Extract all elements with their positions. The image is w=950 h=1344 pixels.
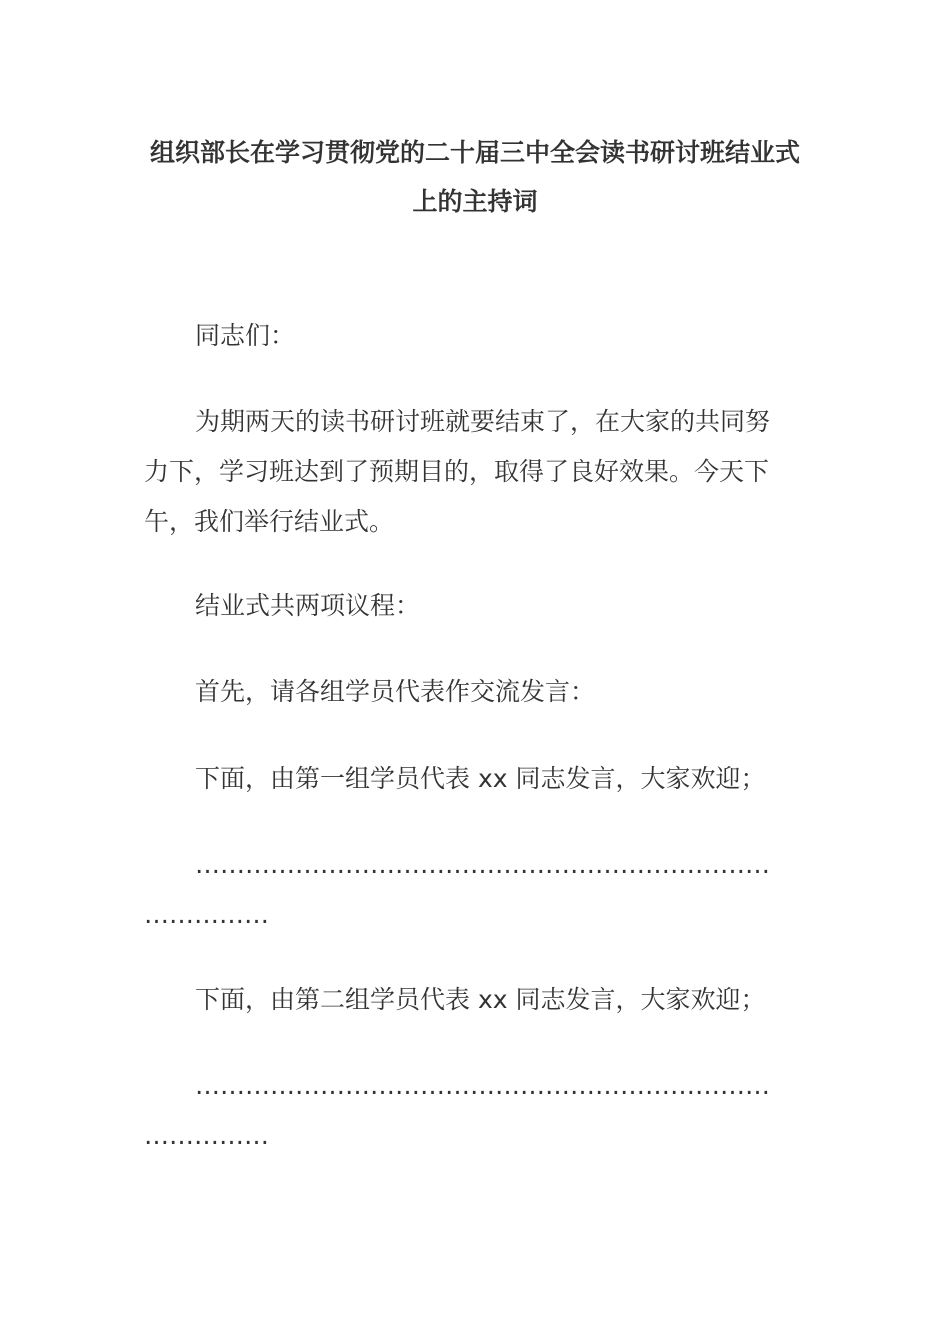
ellipsis-paragraph-1: ………………………………………………………………………… bbox=[144, 850, 770, 929]
group-one-speaker-paragraph: 下面，由第一组学员代表 xx 同志发言，大家欢迎； bbox=[195, 764, 766, 793]
document-title: 组织部长在学习贯彻党的二十届三中全会读书研讨班结业式上的主持词 bbox=[149, 138, 800, 216]
agenda-paragraph: 结业式共两项议程： bbox=[195, 591, 421, 620]
group-two-speaker-paragraph: 下面，由第二组学员代表 xx 同志发言，大家欢迎； bbox=[195, 985, 766, 1014]
salutation-paragraph: 同志们： bbox=[195, 321, 296, 350]
intro-paragraph: 为期两天的读书研讨班就要结束了，在大家的共同努力下，学习班达到了预期目的，取得了良好效果。今天下午，我们举行结业式。 bbox=[144, 407, 771, 536]
ellipsis-paragraph-2: ………………………………………………………………………… bbox=[144, 1071, 770, 1150]
first-item-paragraph: 首先，请各组学员代表作交流发言： bbox=[195, 677, 596, 706]
